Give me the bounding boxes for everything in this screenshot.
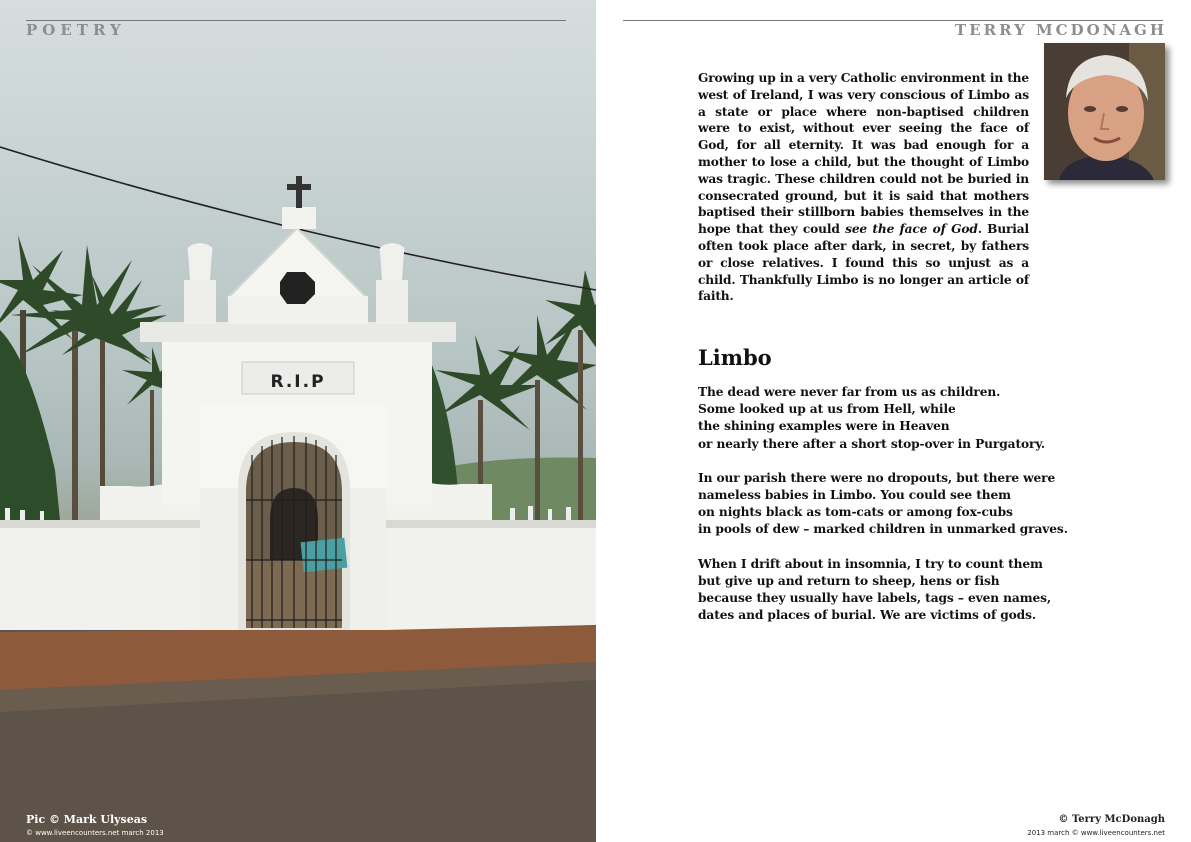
stanza	[698, 470, 1098, 539]
intro-paragraph	[698, 70, 1029, 305]
rip-sign: R.I.P	[270, 372, 326, 392]
poem-line: The dead were never far from us as children.	[698, 385, 1001, 399]
poem-line: on nights black as tom-cats or among fox-cubs	[698, 505, 1013, 520]
author-copyright: © Terry McDonagh	[1058, 814, 1165, 825]
left-footer: © www.liveencounters.net march 2013	[26, 829, 164, 837]
poem-line: or nearly there after a short stop-over in Purgatory.	[698, 436, 1046, 451]
poem-body	[698, 384, 1098, 641]
poem-line: nameless babies in Limbo. You could see them	[698, 488, 1011, 503]
stanza	[698, 556, 1098, 625]
author-photo-image	[1044, 43, 1165, 180]
poem-line: When I drift about in insomnia, I try to count them	[698, 556, 1043, 571]
poem-line: in pools of dew – marked children in unmarked graves.	[698, 522, 1068, 537]
poem-title: Limbo	[698, 345, 772, 370]
right-page	[596, 0, 1191, 842]
intro-italic: see the face of God	[845, 222, 978, 237]
intro-text-end: . Burial often took place after dark, in secret, by fathers or close relatives. I found this so unjust as a child. Thankfully Limbo is no longer an article of faith.	[698, 222, 1030, 304]
poem-line: In our parish there were no dropouts, but there were	[698, 470, 1056, 485]
photo-credit: Pic © Mark Ulyseas	[26, 813, 148, 826]
poem-line: Some looked up at us from Hell, while	[698, 402, 956, 417]
stanza	[698, 384, 1098, 453]
author-portrait	[1044, 43, 1165, 180]
poem-line: the shining examples were in Heaven	[698, 419, 950, 434]
intro-text-start: Growing up in a very Catholic environment in the west of Ireland, I was very conscious of Limbo as a state or place where non-baptised children were to exist, without ever seeing the face of God, for all eternity. It was bad enough for a mother to lose a child, but the thought of Limbo was tragic. These children could not be buried in consecrated ground, but it is said that mothers baptised their stillborn babies themselves in the hope that they could	[698, 71, 1029, 237]
right-footer: 2013 march © www.liveencounters.net	[1027, 829, 1165, 837]
author-header: TERRY MCDONAGH	[955, 21, 1167, 39]
poem-line: but give up and return to sheep, hens or fish	[698, 573, 1000, 588]
poem-line: because they usually have labels, tags – even names,	[698, 591, 1052, 606]
section-label: POETRY	[26, 21, 126, 39]
poem-line: dates and places of burial. We are victims of gods.	[698, 608, 1037, 623]
